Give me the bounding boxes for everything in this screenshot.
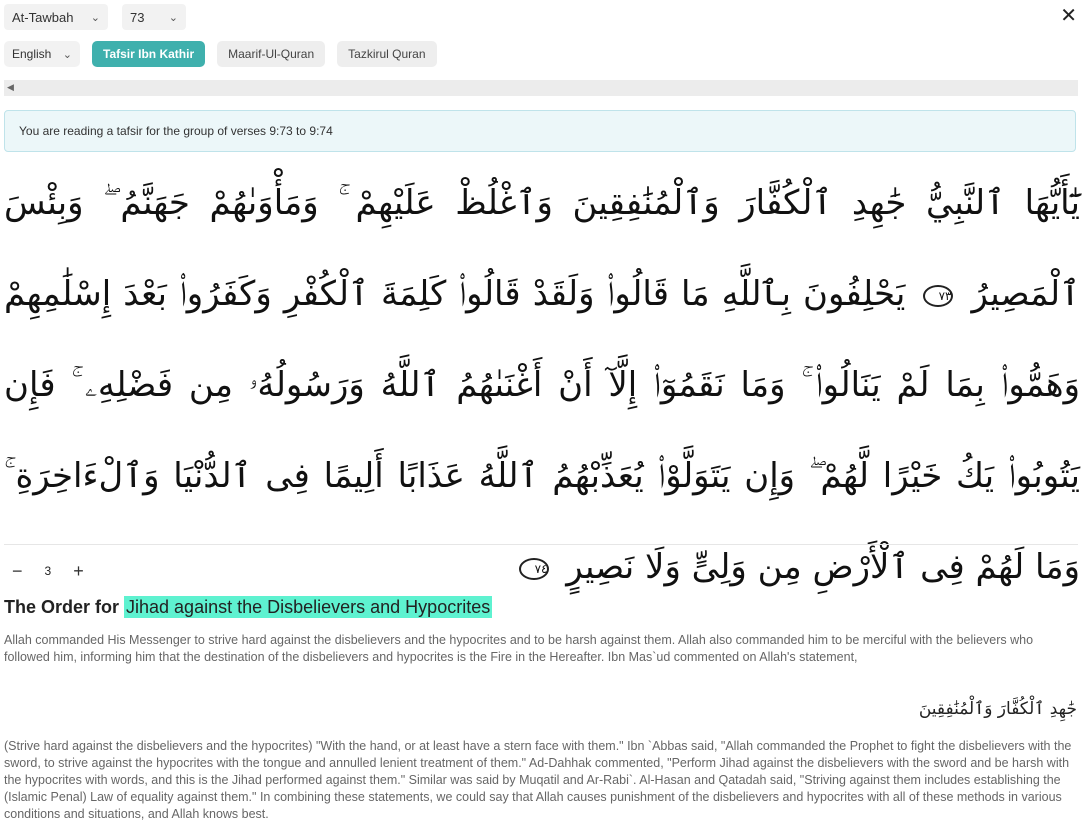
language-select-value: English bbox=[12, 47, 52, 61]
surah-select[interactable] bbox=[4, 4, 108, 30]
language-select[interactable] bbox=[4, 41, 80, 67]
ayah-end-marker: ٧٣ bbox=[923, 285, 953, 307]
inline-arabic-quote: جَٰهِدِ ٱلْكُفَّارَ وَٱلْمُنَٰفِقِينَ bbox=[918, 699, 1077, 719]
ayah-select[interactable] bbox=[122, 4, 186, 30]
chevron-down-icon: ⌄ bbox=[62, 48, 72, 61]
increase-font-button[interactable]: + bbox=[73, 561, 84, 581]
chevron-down-icon: ⌄ bbox=[168, 11, 178, 24]
decrease-font-button[interactable]: − bbox=[12, 561, 23, 581]
font-size-value: 3 bbox=[44, 564, 52, 578]
verse-73-text: يَٰٓأَيُّهَا ٱلنَّبِيُّ جَٰهِدِ ٱلْكُفَّارَ وَٱلْمُنَٰفِقِينَ وَٱغْلُظْ عَلَيْهِمْ ۚ وَمَأْوَىٰهُمْ جَهَنَّمُ ۖ وَبِئْسَ ٱلْمَصِيرُ bbox=[4, 183, 1080, 314]
tafsir-paragraph: Allah commanded His Messenger to strive hard against the disbelievers and the hypocrites and to be harsh against them. Allah also commanded him to be merciful with the believers who followed him, informing him that the destination of the disbelievers and hypocrites is the Fire in the Hereafter. Ibn Mas`ud commented on Allah's statement, bbox=[4, 633, 1034, 664]
tafsir-heading bbox=[4, 597, 492, 618]
tafsir-tabs bbox=[4, 41, 437, 67]
font-size-control bbox=[12, 562, 84, 580]
tab-maarif-ul-quran[interactable]: Maarif-Ul-Quran bbox=[217, 41, 325, 67]
heading-prefix: The Order for bbox=[4, 597, 125, 617]
chevron-down-icon: ⌄ bbox=[90, 11, 100, 24]
ayah-end-marker: ٧٤ bbox=[519, 558, 549, 580]
tafsir-paragraph: (Strive hard against the disbelievers and the hypocrites) "With the hand, or at least have a stern face with them." Ibn `Abbas said, "Allah commanded the Prophet to fight the disbelievers with the sword, to strive against the hypocrites with the tongue and annulled lenient treatment of them." Ad-Dahhak commented, "Perform Jihad against the disbelievers with the sword and be harsh with the hypocrites with words, and this is the Jihad performed against them." Similar was said by Muqatil and Ar-Rabi`. Al-Hasan and Qatadah said, "Striving against them includes establishing the (Islamic Penal) Law of equality against them." In combining these statements, we could say that Allah causes punishment of the disbelievers and hypocrites with all of these methods in various conditions and situations, and Allah knows best. bbox=[4, 739, 1072, 821]
ayah-select-value: 73 bbox=[130, 9, 145, 25]
tab-tazkirul-quran[interactable]: Tazkirul Quran bbox=[337, 41, 436, 67]
verse-74-text: يَحْلِفُونَ بِٱللَّهِ مَا قَالُوا۟ وَلَقَدْ قَالُوا۟ كَلِمَةَ ٱلْكُفْرِ وَكَفَرُوا۟ بَعْدَ إِسْلَٰمِهِمْ وَهَمُّوا۟ بِمَا لَمْ يَنَالُوا۟ ۚ وَمَا نَقَمُوٓا۟ إِلَّآ أَنْ أَغْنَىٰهُمُ ٱللَّهُ وَرَسُولُهُۥ مِن فَضْلِهِۦ ۚ فَإِن يَتُوبُوا۟ يَكُ خَيْرًا لَّهُمْ ۖ وَإِن يَتَوَلَّوْا۟ يُعَذِّبْهُمُ ٱللَّهُ عَذَابًا أَلِيمًا فِى ٱلدُّنْيَا وَٱلْءَاخِرَةِ ۚ وَمَا لَهُمْ فِى ٱلْأَرْضِ مِن وَلِىٍّ وَلَا نَصِيرٍ bbox=[4, 274, 1080, 587]
horizontal-scrollbar[interactable] bbox=[4, 80, 1078, 96]
scroll-left-icon[interactable]: ◀ bbox=[7, 82, 14, 92]
top-bar bbox=[4, 4, 186, 30]
surah-select-value: At-Tawbah bbox=[12, 9, 74, 25]
heading-highlight: Jihad against the Disbelievers and Hypocrites bbox=[126, 597, 491, 617]
tab-tafsir-ibn-kathir[interactable]: Tafsir Ibn Kathir bbox=[92, 41, 205, 67]
verse-group-notice: You are reading a tafsir for the group of verses 9:73 to 9:74 bbox=[4, 110, 1076, 152]
divider bbox=[4, 544, 1078, 545]
close-icon[interactable]: ✕ bbox=[1060, 5, 1077, 27]
